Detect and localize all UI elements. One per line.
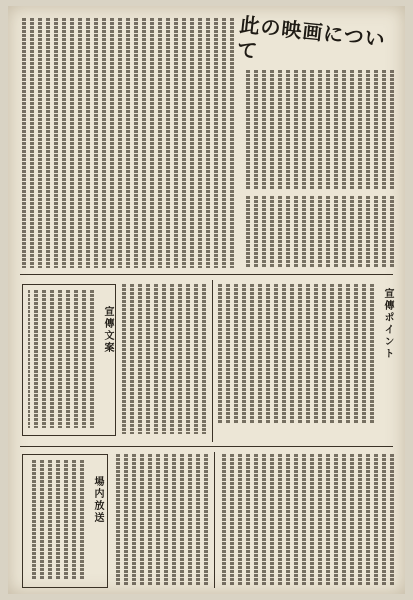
top-section-text-block: [22, 18, 234, 268]
middle-column-divider: [212, 280, 213, 442]
promotion-copy-text-block: [28, 290, 94, 428]
page-title: 此の映画について: [235, 12, 387, 64]
section-divider-bottom: [20, 446, 393, 447]
promotion-points-heading: 宣傳ポイント: [382, 288, 393, 360]
bottom-column-divider: [214, 452, 215, 588]
bottom-middle-text-block: [112, 454, 208, 586]
top-right-lower-text-block: [244, 196, 394, 268]
document-page: [8, 6, 405, 594]
announcement-text-block: [28, 460, 84, 580]
middle-left-text-block: [120, 284, 206, 434]
bottom-right-text-block: [222, 454, 394, 586]
announcement-heading: 場内放送: [92, 476, 103, 524]
intro-text-block: [244, 70, 394, 190]
promotion-copy-heading: 宣傳文案: [102, 306, 113, 354]
promotion-points-text-block: [218, 284, 374, 424]
section-divider-top: [20, 274, 393, 275]
